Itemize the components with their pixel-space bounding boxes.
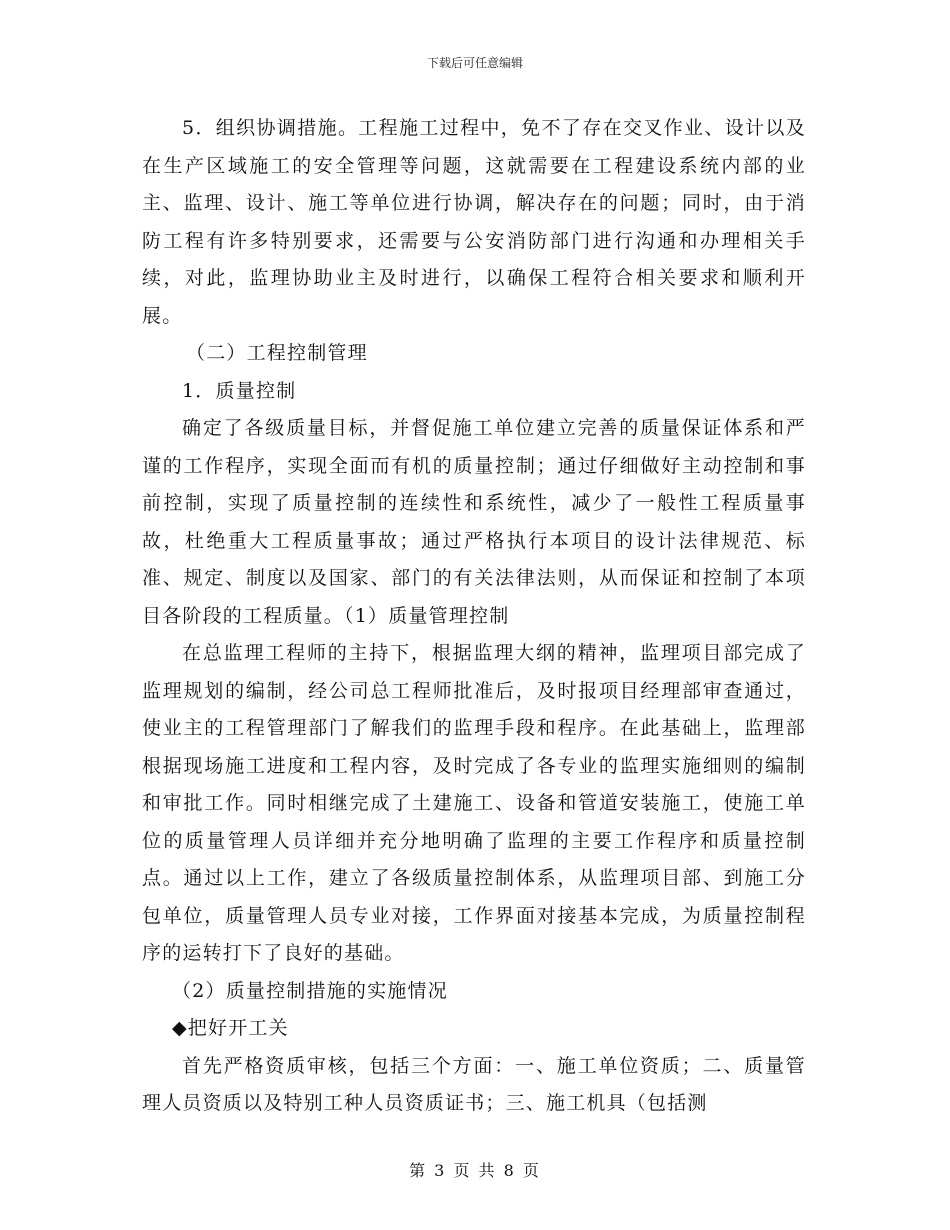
page-footer: 第 3 页 共 8 页	[409, 1161, 541, 1180]
page-header: 下载后可任意编辑	[426, 56, 523, 70]
paragraph-supervision-planning: 在总监理工程师的主持下，根据监理大纲的精神，监理项目部完成了监理规划的编制，经公司总工程师批准后，及时报项目经理部审查通过，使业主的工程管理部门了解我们的监理手段和程序。在此基础上，监理部根据现场施工进度和工程内容，及时完成了各专业的监理实施细则的编制和审批工作。同时相继完成了土建施工、设备和管道安装施工，使施工单位的质量管理人员详细并充分地明确了监理的主要工作程序和质量控制点。通过以上工作，建立了各级质量控制体系，从监理项目部、到施工分包单位，质量管理人员专业对接，工作界面对接基本完成，为质量控制程序的运转打下了良好的基础。	[142, 642, 806, 964]
bullet-heading-start: ◆把好开工关	[172, 1017, 289, 1039]
subheading-quality-control: 1．质量控制	[182, 379, 297, 402]
section-heading-control: （二）工程控制管理	[186, 342, 368, 364]
paragraph-qualification-review: 首先严格资质审核，包括三个方面：一、施工单位资质；二、质量管理人员资质以及特别工种人员资质证书；三、施工机具（包括测	[142, 1054, 806, 1114]
document-body	[142, 110, 806, 1123]
paragraph-quality-goals: 确定了各级质量目标，并督促施工单位建立完善的质量保证体系和严谨的工作程序，实现全面而有机的质量控制；通过仔细做好主动控制和事前控制，实现了质量控制的连续性和系统性，减少了一般性工程质量事故，杜绝重大工程质量事故；通过严格执行本项目的设计法律规范、标准、规定、制度以及国家、部门的有关法律法则，从而保证和控制了本项目各阶段的工程质量。（1）质量管理控制	[142, 417, 806, 627]
subheading-implementation: （2）质量控制措施的实施情况	[172, 979, 448, 1002]
paragraph-coordination: 5．组织协调措施。工程施工过程中，免不了存在交叉作业、设计以及在生产区域施工的安全管理等问题，这就需要在工程建设系统内部的业主、监理、设计、施工等单位进行协调，解决存在的问题；同时，由于消防工程有许多特别要求，还需要与公安消防部门进行沟通和办理相关手续，对此，监理协助业主及时进行，以确保工程符合相关要求和顺利开展。	[142, 117, 806, 327]
